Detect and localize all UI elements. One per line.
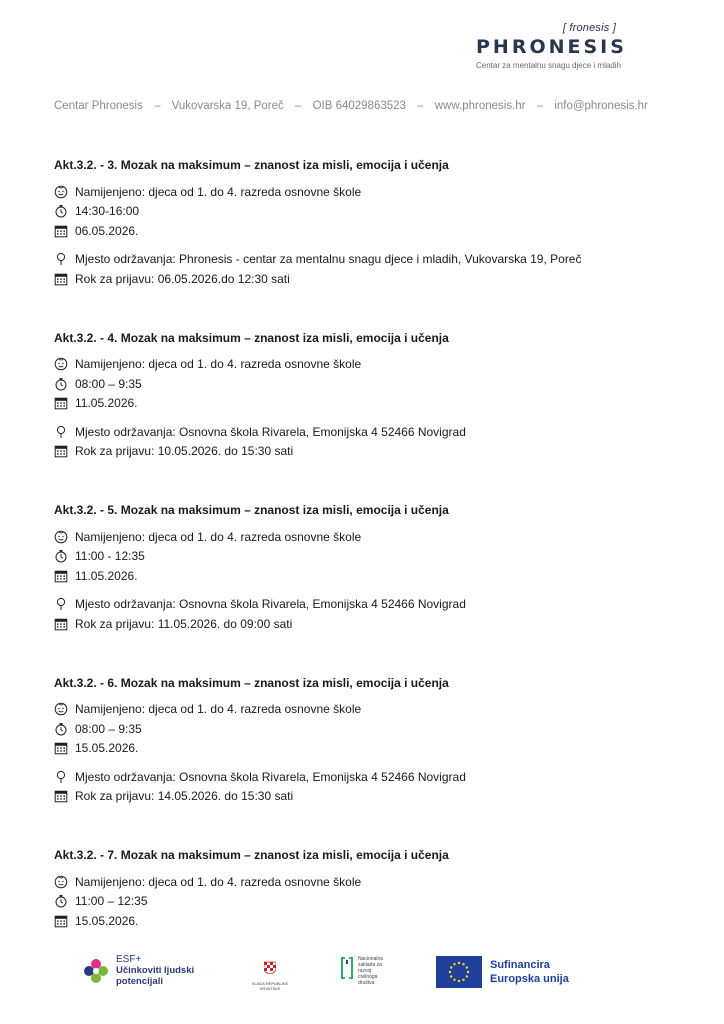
esf-flower-icon: [82, 957, 110, 985]
header-separator: –: [536, 100, 544, 112]
audience-row: [54, 182, 674, 202]
stopwatch-icon: [54, 894, 68, 908]
header-separator: –: [154, 100, 161, 112]
logo-name: PHRONESIS: [476, 36, 627, 58]
time-text: 11:00 – 12:35: [75, 894, 148, 909]
location-row: [54, 250, 674, 270]
location-pin-icon: [54, 425, 68, 439]
deadline-row: [54, 787, 674, 807]
location-pin-icon: [54, 770, 68, 784]
time-text: 11:00 - 12:35: [75, 549, 145, 564]
logo-subtitle: Centar za mentalnu snagu djece i mladih: [476, 61, 621, 70]
header-separator: –: [417, 100, 424, 112]
header-address: Vukovarska 19, Poreč: [171, 100, 284, 112]
bracket-logo-icon: [340, 956, 354, 980]
deadline-text: Rok za prijavu: 11.05.2026. do 09:00 sati: [75, 616, 293, 631]
child-face-icon: [54, 702, 68, 716]
audience-row: [54, 700, 674, 720]
national-foundation-logo: [340, 956, 392, 986]
time-text: 08:00 – 9:35: [75, 376, 142, 391]
date-text: 15.05.2026.: [75, 913, 139, 928]
session-title: Akt.3.2. - 5. Mozak na maksimum – znanost iza misli, emocija i učenja: [54, 503, 449, 517]
location-row: [54, 595, 674, 615]
deadline-text: Rok za prijavu: 10.05.2026. do 15:30 sati: [75, 444, 294, 459]
location-text: Mjesto održavanja: Osnovna škola Rivarela, Emonijska 4 52466 Novigrad: [75, 597, 466, 612]
location-row: [54, 767, 674, 787]
eu-flag-icon: [436, 956, 482, 988]
audience-row: [54, 527, 674, 547]
stopwatch-icon: [54, 377, 68, 391]
deadline-row: [54, 269, 674, 289]
child-face-icon: [54, 875, 68, 889]
date-text: 06.05.2026.: [75, 223, 139, 238]
child-face-icon: [54, 530, 68, 544]
calendar-icon: [54, 569, 68, 583]
location-text: Mjesto održavanja: Osnovna škola Rivarela, Emonijska 4 52466 Novigrad: [75, 424, 466, 439]
session-block: [54, 158, 674, 331]
audience-text: Namijenjeno: djeca od 1. do 4. razreda osnovne škole: [75, 874, 362, 889]
date-text: 11.05.2026.: [75, 568, 138, 583]
government-text: VLADA REPUBLIKE HRVATSKE: [251, 981, 289, 991]
deadline-text: Rok za prijavu: 14.05.2026. do 15:30 sati: [75, 789, 294, 804]
time-row: [54, 892, 674, 912]
date-row: [54, 221, 674, 241]
calendar-icon: [54, 224, 68, 238]
time-text: 08:00 – 9:35: [75, 721, 142, 736]
calendar-icon: [54, 914, 68, 928]
date-text: 15.05.2026.: [75, 741, 139, 756]
location-text: Mjesto održavanja: Phronesis - centar za mentalnu snagu djece i mladih, Vukovarska 19, Poreč: [75, 252, 582, 267]
location-pin-icon: [54, 597, 68, 611]
esf-line1: Učinkoviti ljudski: [116, 965, 195, 976]
contact-header: [54, 100, 648, 112]
audience-text: Namijenjeno: djeca od 1. do 4. razreda osnovne škole: [75, 357, 362, 372]
funding-footer: [0, 948, 724, 1008]
deadline-row: [54, 614, 674, 634]
eu-cofunded-logo: [436, 956, 569, 988]
session-list: [54, 158, 674, 1021]
session-block: [54, 676, 674, 849]
header-email-link[interactable]: info@phronesis.hr: [554, 100, 648, 112]
time-row: [54, 374, 674, 394]
child-face-icon: [54, 357, 68, 371]
audience-text: Namijenjeno: djeca od 1. do 4. razreda osnovne škole: [75, 184, 362, 199]
logo-tagline: [ fronesis ]: [562, 22, 616, 34]
header-center-name: Centar Phronesis: [54, 100, 143, 112]
location-row: [54, 422, 674, 442]
audience-row: [54, 872, 674, 892]
date-row: [54, 739, 674, 759]
location-pin-icon: [54, 252, 68, 266]
date-row: [54, 566, 674, 586]
eu-line2: Europska unija: [490, 973, 569, 985]
phronesis-logo: [476, 22, 627, 70]
location-text: Mjesto održavanja: Osnovna škola Rivarela, Emonijska 4 52466 Novigrad: [75, 769, 466, 784]
coat-of-arms-icon: [264, 960, 276, 974]
deadline-row: [54, 442, 674, 462]
croatian-government-logo: [246, 960, 294, 991]
header-website-link[interactable]: www.phronesis.hr: [434, 100, 526, 112]
calendar-icon: [54, 272, 68, 286]
calendar-icon: [54, 396, 68, 410]
stopwatch-icon: [54, 722, 68, 736]
session-title: Akt.3.2. - 6. Mozak na maksimum – znanost iza misli, emocija i učenja: [54, 675, 449, 690]
session-title: Akt.3.2. - 7. Mozak na maksimum – znanost iza misli, emocija i učenja: [54, 848, 449, 862]
session-title: Akt.3.2. - 4. Mozak na maksimum – znanost iza misli, emocija i učenja: [54, 330, 449, 345]
esf-logo: [82, 954, 194, 987]
audience-row: [54, 355, 674, 375]
eu-line1: Sufinancira: [490, 959, 550, 971]
audience-text: Namijenjeno: djeca od 1. do 4. razreda osnovne škole: [75, 702, 362, 717]
calendar-icon: [54, 741, 68, 755]
session-block: [54, 331, 674, 504]
header-oib: OIB 64029863523: [312, 100, 406, 112]
session-block: [54, 503, 674, 676]
esf-line2: potencijali: [116, 976, 163, 987]
child-face-icon: [54, 185, 68, 199]
date-text: 11.05.2026.: [75, 396, 138, 411]
header-separator: –: [294, 100, 302, 112]
time-row: [54, 547, 674, 567]
session-title: Akt.3.2. - 3. Mozak na maksimum – znanost iza misli, emocija i učenja: [54, 158, 449, 172]
calendar-icon: [54, 444, 68, 458]
deadline-text: Rok za prijavu: 06.05.2026.do 12:30 sati: [75, 271, 290, 286]
date-row: [54, 394, 674, 414]
esf-label: ESF+: [116, 954, 142, 965]
time-row: [54, 202, 674, 222]
calendar-icon: [54, 789, 68, 803]
foundation-text: Nacionalna zaklada za razvoj civilnoga društva: [358, 956, 384, 986]
audience-text: Namijenjeno: djeca od 1. do 4. razreda osnovne škole: [75, 529, 362, 544]
stopwatch-icon: [54, 549, 68, 563]
time-row: [54, 719, 674, 739]
date-row: [54, 911, 674, 931]
time-text: 14:30-16:00: [75, 204, 140, 219]
stopwatch-icon: [54, 204, 68, 218]
calendar-icon: [54, 617, 68, 631]
